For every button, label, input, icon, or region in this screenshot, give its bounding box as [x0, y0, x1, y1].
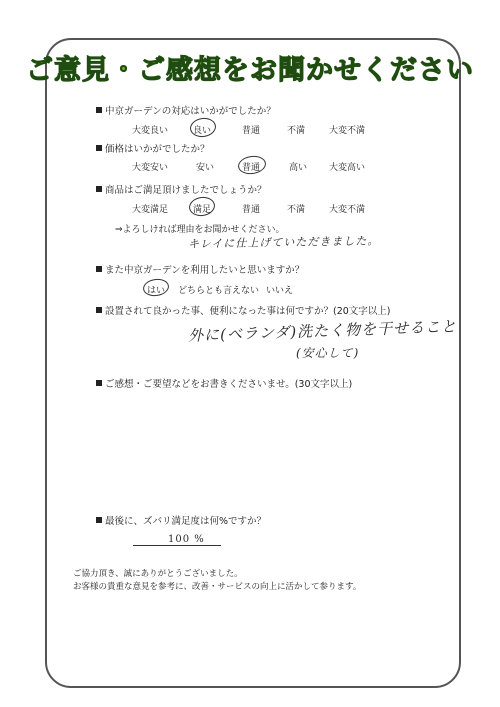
question-benefits — [96, 303, 391, 317]
option-neither[interactable]: どちらとも言えない — [178, 286, 260, 296]
bullet-square-icon — [96, 517, 102, 523]
question-staff-response — [96, 103, 276, 117]
question-price — [96, 141, 210, 155]
question-reuse — [96, 262, 304, 276]
option-very-good[interactable]: 大変良い — [132, 126, 169, 136]
bullet-square-icon — [96, 380, 102, 386]
option-dissatisfied[interactable]: 不満 — [287, 126, 306, 136]
footer-message: お客様の貴重な意見を参考に、改善・サービスの向上に活かして参ります。 — [73, 582, 362, 592]
option-normal[interactable]: 普通 — [242, 126, 261, 136]
bullet-square-icon — [96, 307, 102, 313]
option-expensive[interactable]: 高い — [289, 163, 308, 173]
option-yes[interactable]: はい — [147, 286, 166, 296]
option-good[interactable]: 良い — [193, 126, 212, 136]
option-very-cheap[interactable]: 大変安い — [132, 163, 169, 173]
benefits-handwritten-line-1: 外に(ベランダ)洗たく物を干せること — [187, 317, 458, 345]
question-text: 中京ガーデンの対応はいかがでしたか？ — [105, 106, 276, 117]
bullet-square-icon — [96, 107, 102, 113]
option-normal[interactable]: 普通 — [242, 163, 261, 173]
question-text: ご感想・ご要望などをお書きくださいませ。(30文字以上) — [105, 379, 353, 390]
option-very-expensive[interactable]: 大変高い — [329, 163, 366, 173]
footer-thanks: ご協力頂き、誠にありがとうございました。 — [73, 569, 243, 579]
satisfaction-percent-answer: 100 % — [168, 534, 205, 545]
form-title: ご意見・ご感想をお聞かせください — [26, 55, 474, 86]
question-text: 価格はいかがでしたか？ — [105, 144, 210, 155]
option-dissatisfied[interactable]: 不満 — [287, 205, 306, 215]
bullet-square-icon — [96, 186, 102, 192]
option-very-dissatisfied[interactable]: 大変不満 — [329, 126, 366, 136]
benefits-handwritten-line-2: (安心して) — [296, 346, 360, 360]
option-cheap[interactable]: 安い — [196, 163, 215, 173]
question-text: 設置されて良かった事、便利になった事は何ですか？(20文字以上) — [105, 306, 391, 317]
question-comments — [96, 376, 352, 390]
option-no[interactable]: いいえ — [266, 286, 294, 296]
question-text: 商品はご満足頂けましたでしょうか？ — [105, 185, 267, 196]
reason-handwritten-answer: キレイに仕上げていただきました。 — [187, 234, 380, 251]
question-satisfaction-percent — [96, 513, 266, 527]
reason-prompt: ⇒よろしければ理由をお聞かせください。 — [115, 225, 285, 235]
question-product-satisfaction — [96, 182, 267, 196]
bullet-square-icon — [96, 145, 102, 151]
option-very-dissatisfied[interactable]: 大変不満 — [329, 205, 366, 215]
option-satisfied[interactable]: 満足 — [193, 205, 212, 215]
option-normal[interactable]: 普通 — [242, 205, 261, 215]
bullet-square-icon — [96, 266, 102, 272]
option-very-satisfied[interactable]: 大変満足 — [132, 205, 169, 215]
question-text: また中京ガーデンを利用したいと思いますか？ — [105, 265, 305, 276]
answer-underline — [133, 545, 221, 546]
question-text: 最後に、ズバリ満足度は何%ですか？ — [105, 516, 267, 527]
